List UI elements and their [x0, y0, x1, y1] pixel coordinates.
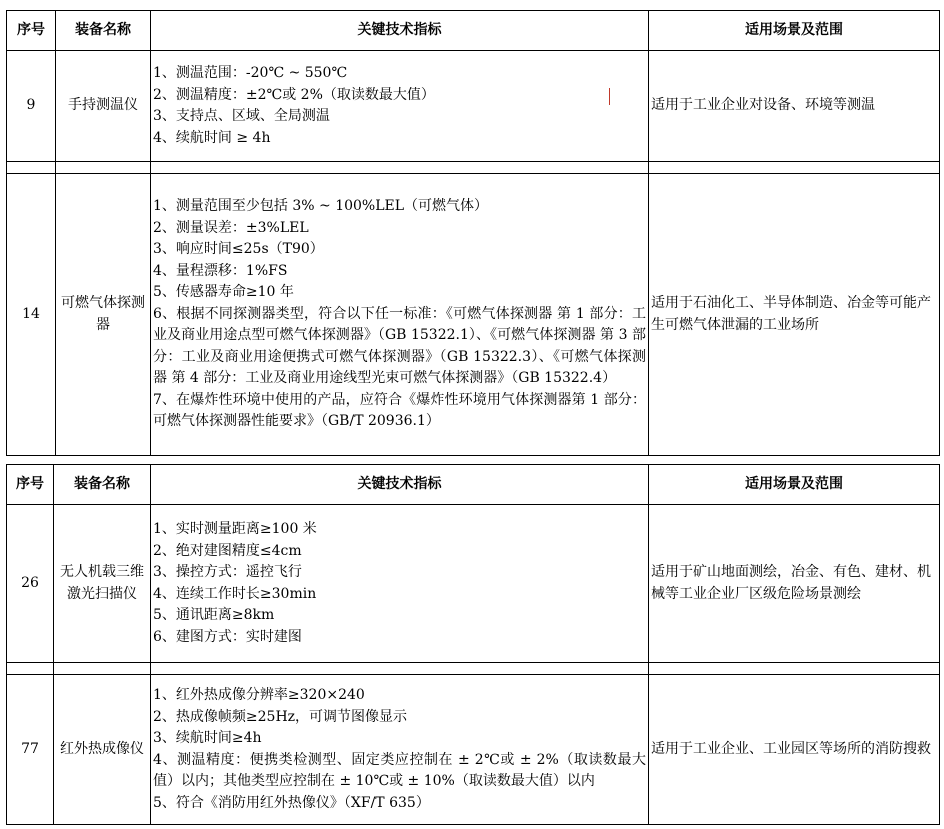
table-header-row: [7, 11, 940, 51]
row-name: 红外热成像仪: [54, 675, 151, 825]
spec-line: 2、测温精度：±2℃或 2%（取读数最大值）: [153, 86, 435, 103]
header-spec: 关键技术指标: [151, 11, 649, 51]
row-scope: 适用于工业企业对设备、环境等测温: [649, 51, 940, 162]
spec-line: 3、响应时间≤25s（T90）: [153, 241, 324, 258]
header-name: 装备名称: [54, 465, 151, 505]
header-scope: 适用场景及范围: [649, 11, 940, 51]
spec-line: 7、在爆炸性环境中使用的产品，应符合《爆炸性环境用气体探测器第 1 部分：可燃气体探测器性能要求》（GB/T 20936.1）: [153, 391, 646, 430]
row-scope: 适用于工业企业、工业园区等场所的消防搜救: [649, 675, 940, 825]
spec-line: 4、量程漂移：1%FS: [153, 262, 288, 279]
spec-line: 3、支持点、区域、全局测温: [153, 108, 330, 124]
spec-line: 4、连续工作时长≥30min: [153, 585, 317, 602]
spec-line: 1、测温范围：-20℃ ~ 550℃: [153, 65, 348, 81]
row-name: 可燃气体探测器: [56, 174, 151, 456]
row-no: 14: [7, 174, 56, 456]
spacer-row: [7, 162, 940, 174]
row-no: 26: [7, 505, 54, 663]
table-row: [7, 51, 940, 162]
spacer-row: [7, 663, 940, 675]
row-scope: 适用于石油化工、半导体制造、冶金等可能产生可燃气体泄漏的工业场所: [649, 174, 940, 456]
spec-line: 5、通讯距离≥8km: [153, 607, 275, 623]
row-name: 手持测温仪: [56, 51, 151, 162]
row-no: 77: [7, 675, 54, 825]
spec-line: 4、测温精度：便携类检测型、固定类应控制在 ± 2℃或 ± 2%（取读数最大值）以内；其他类型应控制在 ± 10℃或 ± 10%（取读数最大值）以内: [153, 751, 646, 789]
spec-line: 3、续航时间≥4h: [153, 730, 262, 746]
header-no: 序号: [7, 465, 54, 505]
row-specs: [151, 174, 649, 456]
text-cursor: [609, 88, 610, 105]
spec-line: 6、建图方式：实时建图: [153, 628, 302, 645]
row-specs: [151, 505, 649, 663]
table-row: [7, 505, 940, 663]
spec-line: 2、测量误差：±3%LEL: [153, 219, 309, 236]
spec-line: 3、操控方式：遥控飞行: [153, 564, 302, 580]
spec-line: 2、绝对建图精度≤4cm: [153, 542, 302, 559]
spec-line: 1、测量范围至少包括 3% ~ 100%LEL（可燃气体）: [153, 198, 489, 215]
row-scope: 适用于矿山地面测绘，冶金、有色、建材、机械等工业企业厂区级危险场景测绘: [649, 505, 940, 663]
table-header-row: [7, 465, 940, 505]
table-row: [7, 675, 940, 825]
header-spec: 关键技术指标: [151, 465, 649, 505]
header-no: 序号: [7, 11, 56, 51]
row-name: 无人机载三维激光扫描仪: [54, 505, 151, 663]
spec-line: 4、续航时间 ≥ 4h: [153, 129, 271, 146]
spec-line: 2、热成像帧频≥25Hz，可调节图像显示: [153, 708, 408, 725]
spec-line: 6、根据不同探测器类型，符合以下任一标准：《可燃气体探测器 第 1 部分：工业及商业用途点型可燃气体探测器》（GB 15322.1）、《可燃气体探测器 第 3 部分：工业及商业用途便携式可燃气体探测器》（GB 15322.3）、《可燃气体探测器 第 4 部分：工业及商业用途线型光束可燃气体探测器》（GB 15322.4）: [153, 305, 646, 387]
equipment-table-2: [6, 464, 940, 825]
header-scope: 适用场景及范围: [649, 465, 940, 505]
spec-line: 5、传感器寿命≥10 年: [153, 284, 294, 301]
table-row: [7, 174, 940, 456]
spec-line: 5、符合《消防用红外热像仪》（XF/T 635）: [153, 794, 430, 811]
row-specs: [151, 675, 649, 825]
header-name: 装备名称: [56, 11, 151, 51]
equipment-table-1: [6, 10, 940, 456]
spec-line: 1、实时测量距离≥100 米: [153, 521, 317, 537]
row-specs: [151, 51, 649, 162]
row-no: 9: [7, 51, 56, 162]
spec-line: 1、红外热成像分辨率≥320×240: [153, 687, 365, 703]
